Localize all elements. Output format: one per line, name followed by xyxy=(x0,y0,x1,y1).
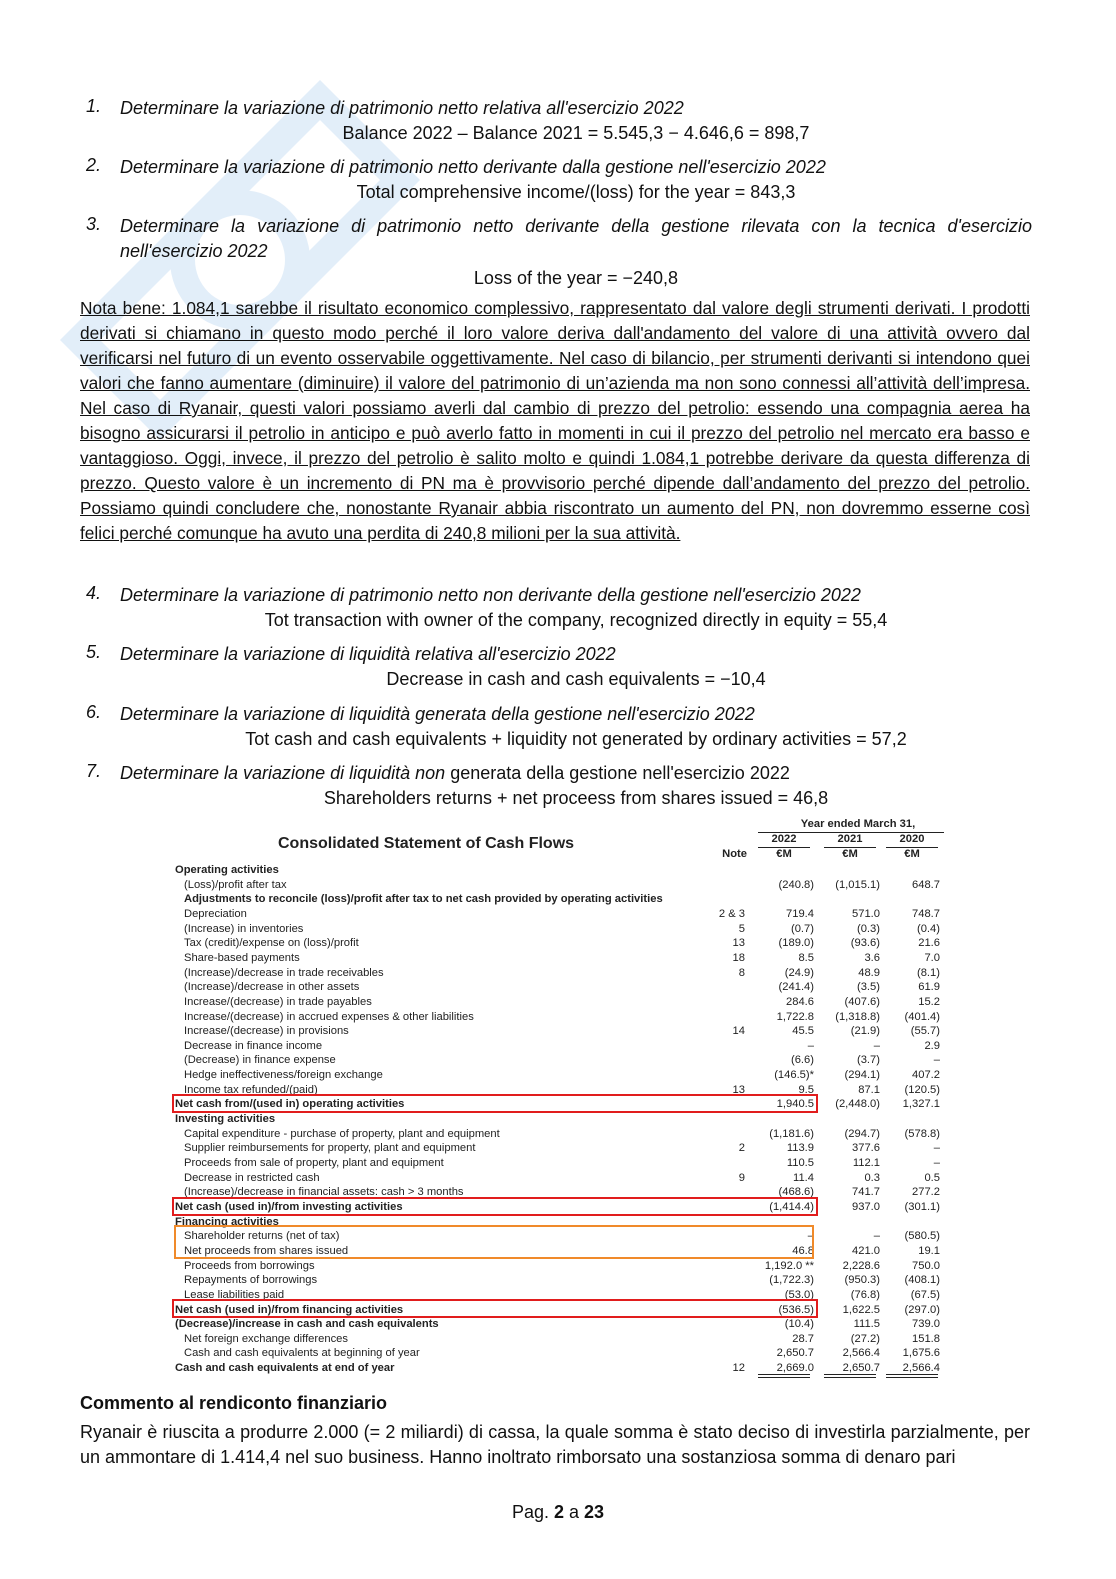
table-row xyxy=(170,1288,950,1303)
value-2021: 571.0 xyxy=(852,907,880,920)
value-2021: (950.3) xyxy=(844,1274,880,1287)
table-row xyxy=(170,1346,950,1361)
unit-2021: €M xyxy=(842,848,858,860)
table-row xyxy=(170,936,950,951)
row-label: Increase/(decrease) in provisions xyxy=(184,1025,349,1038)
question-number: 7. xyxy=(86,761,102,781)
row-label: Proceeds from borrowings xyxy=(184,1259,315,1272)
year-2022: 2022 xyxy=(771,833,797,845)
value-2021: – xyxy=(873,1039,880,1052)
question-number: 4. xyxy=(86,583,102,603)
value-2022: (240.8) xyxy=(778,878,814,891)
question-text-normal: generata della gestione nell'esercizio 2022 xyxy=(445,763,790,783)
value-2021: (27.2) xyxy=(850,1332,880,1345)
value-2020: (120.5) xyxy=(904,1083,940,1096)
table-row xyxy=(170,1068,950,1083)
value-2021: 2,566.4 xyxy=(842,1347,880,1360)
row-label: Capital expenditure - purchase of property, plant and equipment xyxy=(184,1127,500,1140)
value-2021: 111.5 xyxy=(853,1318,880,1331)
row-label: Lease liabilities paid xyxy=(184,1288,285,1301)
section-header-row xyxy=(170,1112,950,1127)
question-3 xyxy=(80,214,1032,291)
value-2022: (6.6) xyxy=(790,1054,814,1067)
row-note: 2 xyxy=(738,1142,745,1155)
row-label: Cash and cash equivalents at end of year xyxy=(175,1362,395,1375)
value-2020: (297.0) xyxy=(904,1303,940,1316)
total-row xyxy=(170,1097,950,1112)
value-2021: (93.6) xyxy=(850,937,880,950)
row-label: Share-based payments xyxy=(184,951,300,964)
value-2020: (67.5) xyxy=(910,1288,940,1301)
row-label: (Decrease) in finance expense xyxy=(184,1054,336,1067)
question-text: Determinare la variazione di liquidità relativa all'esercizio 2022 xyxy=(120,644,616,664)
value-2022: (536.5) xyxy=(778,1303,814,1316)
value-2022: 113.9 xyxy=(786,1142,814,1155)
cash-flow-title: Consolidated Statement of Cash Flows xyxy=(278,835,575,852)
table-row xyxy=(170,1244,950,1259)
question-6 xyxy=(80,702,1032,752)
table-row xyxy=(170,1273,950,1288)
note-column-header: Note xyxy=(722,848,747,860)
value-2020: 407.2 xyxy=(912,1069,940,1082)
value-2021: 87.1 xyxy=(858,1083,880,1096)
row-label: Financing activities xyxy=(175,1215,279,1228)
value-2020: 21.6 xyxy=(918,937,940,950)
row-label: Depreciation xyxy=(184,907,247,920)
total-rule xyxy=(758,1377,810,1378)
total-row xyxy=(170,1317,950,1332)
value-2020: – xyxy=(933,1142,940,1155)
total-rule xyxy=(824,1374,876,1375)
question-answer: Tot transaction with owner of the company, recognized directly in equity = 55,4 xyxy=(264,610,888,630)
question-text xyxy=(120,761,1032,786)
value-2022: 1,940.5 xyxy=(776,1098,814,1111)
row-note: 2 & 3 xyxy=(718,907,745,920)
table-row xyxy=(170,892,950,907)
value-2020: (580.5) xyxy=(904,1230,940,1243)
question-text: Determinare la variazione di liquidità generata della gestione nell'esercizio 2022 xyxy=(120,704,755,724)
question-answer: Loss of the year = −240,8 xyxy=(473,268,679,288)
question-answer: Balance 2022 – Balance 2021 = 5.545,3 − 4.646,6 = 898,7 xyxy=(342,123,810,143)
total-row xyxy=(170,1200,950,1215)
row-label: Tax (credit)/expense on (loss)/profit xyxy=(184,937,359,950)
value-2021: 3.6 xyxy=(864,951,880,964)
value-2020: 1,327.1 xyxy=(902,1098,940,1111)
question-number: 3. xyxy=(86,214,102,234)
question-number: 5. xyxy=(86,642,102,662)
value-2021: – xyxy=(873,1230,880,1243)
value-2022: 284.6 xyxy=(786,995,814,1008)
value-2021: 741.7 xyxy=(852,1186,880,1199)
total-rule xyxy=(886,1374,938,1375)
total-rule xyxy=(886,1377,938,1378)
value-2020: 19.1 xyxy=(918,1244,940,1257)
value-2020: 15.2 xyxy=(918,995,940,1008)
value-2020: 7.0 xyxy=(924,951,940,964)
unit-2022: €M xyxy=(776,848,792,860)
row-label: Net proceeds from shares issued xyxy=(184,1244,349,1257)
value-2020: (401.4) xyxy=(904,1010,940,1023)
question-number: 2. xyxy=(86,155,102,175)
value-2021: (294.7) xyxy=(844,1127,880,1140)
value-2022: 1,722.8 xyxy=(776,1010,814,1023)
value-2021: 377.6 xyxy=(852,1142,880,1155)
value-2021: 112.1 xyxy=(852,1157,880,1169)
value-2021: (76.8) xyxy=(850,1288,880,1301)
row-label: Operating activities xyxy=(175,864,279,876)
row-label: Income tax refunded/(paid) xyxy=(184,1083,318,1096)
value-2020: – xyxy=(933,1157,940,1169)
value-2022: (241.4) xyxy=(778,981,814,994)
value-2022: (0.7) xyxy=(790,922,814,935)
year-2021: 2021 xyxy=(837,833,863,845)
total-rule xyxy=(824,1377,876,1378)
table-row xyxy=(170,1171,950,1186)
value-2020: (578.8) xyxy=(904,1127,940,1140)
table-row xyxy=(170,966,950,981)
row-label: Adjustments to reconcile (loss)/profit after tax to net cash provided by operating activities xyxy=(184,893,663,906)
footer-middle: a xyxy=(564,1502,585,1522)
footer-prefix: Pag. xyxy=(511,1502,554,1522)
row-label: Increase/(decrease) in accrued expenses & other liabilities xyxy=(184,1010,474,1023)
table-row xyxy=(170,1024,950,1039)
value-2021: 2,650.7 xyxy=(842,1362,880,1375)
value-2022: 9.5 xyxy=(798,1083,814,1096)
comment-paragraph: Ryanair è riuscita a produrre 2.000 (= 2 miliardi) di cassa, la quale somma è stato deciso di investirla parzialmente, per un ammontare di 1.414,4 nel suo business. Hanno inoltrato rimborsato una sostanziosa somma di denaro pari xyxy=(80,1422,1030,1467)
value-2022: (24.9) xyxy=(784,966,814,979)
value-2022: 11.4 xyxy=(793,1171,814,1184)
value-2020: (55.7) xyxy=(910,1025,940,1038)
question-5 xyxy=(80,642,1032,692)
value-2022: 719.4 xyxy=(786,907,814,920)
year-2020: 2020 xyxy=(899,833,925,845)
value-2022: 2,650.7 xyxy=(776,1347,814,1360)
value-2020: (301.1) xyxy=(904,1200,940,1213)
value-2021: 1,622.5 xyxy=(842,1303,880,1316)
table-row xyxy=(170,1053,950,1068)
section-header-row xyxy=(170,1215,950,1230)
value-2022: 2,669.0 xyxy=(776,1362,814,1375)
table-row xyxy=(170,907,950,922)
row-label: Repayments of borrowings xyxy=(184,1274,318,1287)
comment-heading: Commento al rendiconto finanziario xyxy=(80,1393,388,1413)
row-label: Net cash (used in)/from investing activities xyxy=(175,1200,403,1213)
question-4 xyxy=(80,583,1032,633)
table-row xyxy=(170,1127,950,1142)
row-label: Decrease in finance income xyxy=(184,1039,323,1052)
value-2020: 739.0 xyxy=(912,1318,940,1331)
row-label: (Decrease)/increase in cash and cash equivalents xyxy=(175,1318,439,1331)
row-label: Net cash (used in)/from financing activities xyxy=(175,1303,404,1316)
row-note: 18 xyxy=(732,951,745,964)
row-note: 12 xyxy=(732,1362,745,1375)
row-label: Decrease in restricted cash xyxy=(184,1171,320,1184)
value-2021: 937.0 xyxy=(852,1200,880,1213)
row-label: (Increase)/decrease in trade receivables xyxy=(184,966,384,979)
row-note: 5 xyxy=(738,922,745,935)
value-2020: (408.1) xyxy=(904,1274,940,1287)
table-row xyxy=(170,1185,950,1200)
page-footer xyxy=(0,1502,1116,1523)
period-label: Year ended March 31, xyxy=(800,818,916,830)
value-2022: 28.7 xyxy=(792,1332,814,1345)
row-label: (Increase)/decrease in financial assets: cash > 3 months xyxy=(184,1186,464,1199)
row-label: (Increase) in inventories xyxy=(184,922,304,935)
value-2020: 277.2 xyxy=(912,1186,940,1199)
question-7 xyxy=(80,761,1032,811)
value-2021: (21.9) xyxy=(850,1025,880,1038)
question-number: 6. xyxy=(86,702,102,722)
value-2020: (8.1) xyxy=(916,966,940,979)
row-note: 9 xyxy=(738,1171,745,1184)
row-note: 13 xyxy=(732,937,745,950)
question-answer: Total comprehensive income/(loss) for the year = 843,3 xyxy=(356,182,796,202)
table-row xyxy=(170,980,950,995)
row-label: Shareholder returns (net of tax) xyxy=(184,1230,340,1243)
table-row xyxy=(170,878,950,893)
question-1 xyxy=(80,96,1032,146)
row-label: (Loss)/profit after tax xyxy=(184,878,287,891)
value-2021: 48.9 xyxy=(858,966,880,979)
table-row xyxy=(170,995,950,1010)
table-row xyxy=(170,1156,950,1171)
table-row xyxy=(170,951,950,966)
value-2021: 0.3 xyxy=(864,1171,880,1184)
row-label: Investing activities xyxy=(175,1113,276,1126)
row-label: Net foreign exchange differences xyxy=(184,1332,348,1345)
value-2022: (468.6) xyxy=(778,1186,814,1199)
table-row xyxy=(170,1010,950,1025)
total-pages: 23 xyxy=(584,1502,605,1522)
value-2021: (0.3) xyxy=(856,922,880,935)
unit-2020: €M xyxy=(904,848,920,860)
value-2022: (1,181.6) xyxy=(769,1127,814,1140)
question-number: 1. xyxy=(86,96,102,116)
value-2021: 2,228.6 xyxy=(842,1259,880,1272)
value-2022: (10.4) xyxy=(784,1318,814,1331)
value-2020: – xyxy=(933,1054,940,1067)
row-note: 13 xyxy=(732,1083,745,1096)
question-answer: Shareholders returns + net proceess from shares issued = 46,8 xyxy=(323,788,829,808)
value-2020: 750.0 xyxy=(912,1259,940,1272)
total-rule xyxy=(758,1374,810,1375)
row-label: Net cash from/(used in) operating activities xyxy=(175,1098,405,1111)
row-label: Cash and cash equivalents at beginning of year xyxy=(184,1347,420,1360)
section-header-row xyxy=(170,863,950,878)
question-answer: Decrease in cash and cash equivalents = −10,4 xyxy=(386,669,766,689)
value-2022: 110.5 xyxy=(786,1157,814,1169)
value-2021: 421.0 xyxy=(852,1244,880,1257)
value-2021: (2,448.0) xyxy=(835,1098,880,1111)
value-2022: (146.5)* xyxy=(774,1069,814,1082)
value-2020: 648.7 xyxy=(912,878,940,891)
value-2020: 61.9 xyxy=(918,981,940,994)
row-label: Supplier reimbursements for property, plant and equipment xyxy=(184,1142,476,1155)
question-text: Determinare la variazione di patrimonio netto derivante della gestione rilevata con la tecnica d'esercizio nell'esercizio 2022 xyxy=(120,216,1032,261)
value-2022: 1,192.0 ** xyxy=(764,1259,814,1272)
cash-flow-statement xyxy=(170,816,950,1386)
question-2 xyxy=(80,155,1032,205)
table-row xyxy=(170,1259,950,1274)
value-2022: 46.8 xyxy=(792,1244,814,1257)
value-2020: 2.9 xyxy=(924,1039,940,1052)
value-2021: (3.5) xyxy=(856,981,880,994)
question-text: Determinare la variazione di patrimonio netto derivante dalla gestione nell'esercizio 2022 xyxy=(120,157,826,177)
row-note: 14 xyxy=(732,1025,745,1038)
value-2020: 1,675.6 xyxy=(902,1347,940,1360)
table-row xyxy=(170,1332,950,1347)
value-2021: (1,015.1) xyxy=(835,878,880,891)
table-row xyxy=(170,1083,950,1098)
value-2021: (407.6) xyxy=(844,995,880,1008)
row-label: (Increase)/decrease in other assets xyxy=(184,981,360,994)
current-page: 2 xyxy=(553,1502,564,1522)
value-2021: (294.1) xyxy=(844,1069,880,1082)
value-2022: – xyxy=(807,1230,814,1243)
value-2021: (1,318.8) xyxy=(835,1010,880,1023)
row-label: Increase/(decrease) in trade payables xyxy=(184,995,372,1008)
table-row xyxy=(170,1229,950,1244)
value-2022: 45.5 xyxy=(792,1025,814,1038)
row-label: Hedge ineffectiveness/foreign exchange xyxy=(184,1069,383,1082)
value-2022: (53.0) xyxy=(784,1288,814,1301)
table-row xyxy=(170,1141,950,1156)
value-2020: (0.4) xyxy=(916,922,940,935)
table-row xyxy=(170,922,950,937)
table-row xyxy=(170,1039,950,1054)
nota-bene-paragraph: Nota bene: 1.084,1 sarebbe il risultato economico complessivo, rappresentato dal valore degli strumenti derivati. I prodotti derivati si chiamano in questo modo perché il loro valore deriva dall'andamento del valore di una attività ovvero dal verificarsi nel futuro di un evento osservabile oggettivamente. Nel caso di bilancio, per strumenti derivanti si intendono quei valori che fanno aumentare (diminuire) il valore del patrimonio di un’azienda ma non sono connessi all’attività dell’impresa. Nel caso di Ryanair, questi valori possiamo averli dal cambio di prezzo del petrolio: essendo una compagnia aerea ha bisogno assicurarsi il petrolio in anticipo e può averlo fatto in momenti in cui il prezzo del petrolio nel mercato era basso e vantaggioso. Oggi, invece, il prezzo del petrolio è salito molto e quindi 1.084,1 potrebbe derivare da questa differenza di prezzo. Questo valore è un incremento di PN ma è provvisorio perché dipende dall’andamento del prezzo del petrolio. Possiamo quindi concludere che, nonostante Ryanair abbia riscontrato un aumento del PN, non dovremmo esserne così felici perché comunque ha avuto una perdita di 240,8 milioni per la sua attività. xyxy=(80,298,1030,543)
total-row xyxy=(170,1303,950,1318)
value-2020: 2,566.4 xyxy=(902,1362,940,1375)
value-2020: 0.5 xyxy=(924,1171,940,1184)
value-2020: 748.7 xyxy=(912,907,940,920)
value-2022: (1,414.4) xyxy=(769,1200,814,1213)
row-note: 8 xyxy=(738,966,745,979)
value-2021: (3.7) xyxy=(856,1054,880,1067)
value-2022: (189.0) xyxy=(778,937,814,950)
value-2022: 8.5 xyxy=(798,951,814,964)
value-2020: 151.8 xyxy=(912,1332,940,1345)
question-answer: Tot cash and cash equivalents + liquidity not generated by ordinary activities = 57,2 xyxy=(245,729,907,749)
question-text: Determinare la variazione di patrimonio netto non derivante della gestione nell'esercizio 2022 xyxy=(120,585,861,605)
row-label: Proceeds from sale of property, plant and equipment xyxy=(184,1157,444,1169)
value-2022: (1,722.3) xyxy=(769,1274,814,1287)
question-text-italic: Determinare la variazione di liquidità non xyxy=(120,763,446,783)
value-2022: – xyxy=(807,1039,814,1052)
question-text: Determinare la variazione di patrimonio netto relativa all'esercizio 2022 xyxy=(120,98,684,118)
